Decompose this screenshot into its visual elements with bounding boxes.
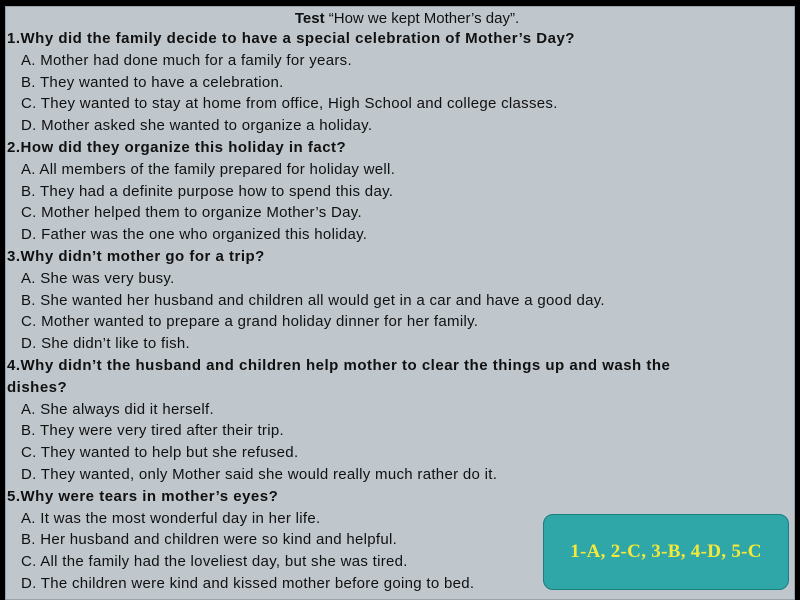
question-1-option-c: C. They wanted to stay at home from office, High School and college classes. [21, 95, 558, 113]
answer-key-box [543, 514, 789, 590]
question-5-option-d: D. The children were kind and kissed mother before going to bed. [21, 574, 475, 592]
answer-key-text: 1-A, 2-C, 3-B, 4-D, 5-C [570, 541, 762, 562]
question-2-option-b: B. They had a definite purpose how to spend this day. [21, 182, 394, 200]
test-content [7, 10, 793, 595]
question-3-option-c: C. Mother wanted to prepare a grand holiday dinner for her family. [21, 313, 479, 331]
question-4-option-a: A. She always did it herself. [21, 400, 214, 418]
test-title-text: “How we kept Mother’s day”. [324, 10, 520, 27]
question-3-option-b: B. She wanted her husband and children all would get in a car and have a good day. [21, 291, 605, 309]
question-4-line-2: dishes? [7, 378, 68, 396]
question-5: 5.Why were tears in mother’s eyes? [7, 487, 279, 505]
question-3-option-a: A. She was very busy. [21, 269, 175, 287]
question-3: 3.Why didn’t mother go for a trip? [7, 247, 265, 265]
question-5-option-c: C. All the family had the loveliest day, but she was tired. [21, 553, 408, 571]
question-4-option-b: B. They were very tired after their trip. [21, 422, 284, 440]
question-2-option-a: A. All members of the family prepared for holiday well. [21, 160, 396, 178]
question-1-option-a: A. Mother had done much for a family for years. [21, 51, 352, 69]
question-2-option-c: C. Mother helped them to organize Mother’s Day. [21, 204, 362, 222]
test-title [7, 10, 793, 28]
question-4-option-d: D. They wanted, only Mother said she would really much rather do it. [21, 465, 498, 483]
test-title-prefix: Test [294, 10, 325, 27]
question-1: 1.Why did the family decide to have a special celebration of Mother’s Day? [7, 30, 575, 47]
question-2: 2.How did they organize this holiday in fact? [7, 138, 347, 156]
question-4-line-1: 4.Why didn’t the husband and children help mother to clear the things up and wash the [7, 356, 671, 374]
question-3-option-d: D. She didn’t like to fish. [21, 335, 191, 353]
question-1-option-d: D. Mother asked she wanted to organize a holiday. [21, 117, 373, 135]
question-5-option-a: A. It was the most wonderful day in her life. [21, 509, 321, 527]
question-4-option-c: C. They wanted to help but she refused. [21, 444, 299, 462]
test-sheet [5, 6, 795, 600]
question-2-option-d: D. Father was the one who organized this holiday. [21, 226, 368, 244]
question-5-option-b: B. Her husband and children were so kind and helpful. [21, 531, 398, 549]
question-1-option-b: B. They wanted to have a celebration. [21, 73, 284, 91]
